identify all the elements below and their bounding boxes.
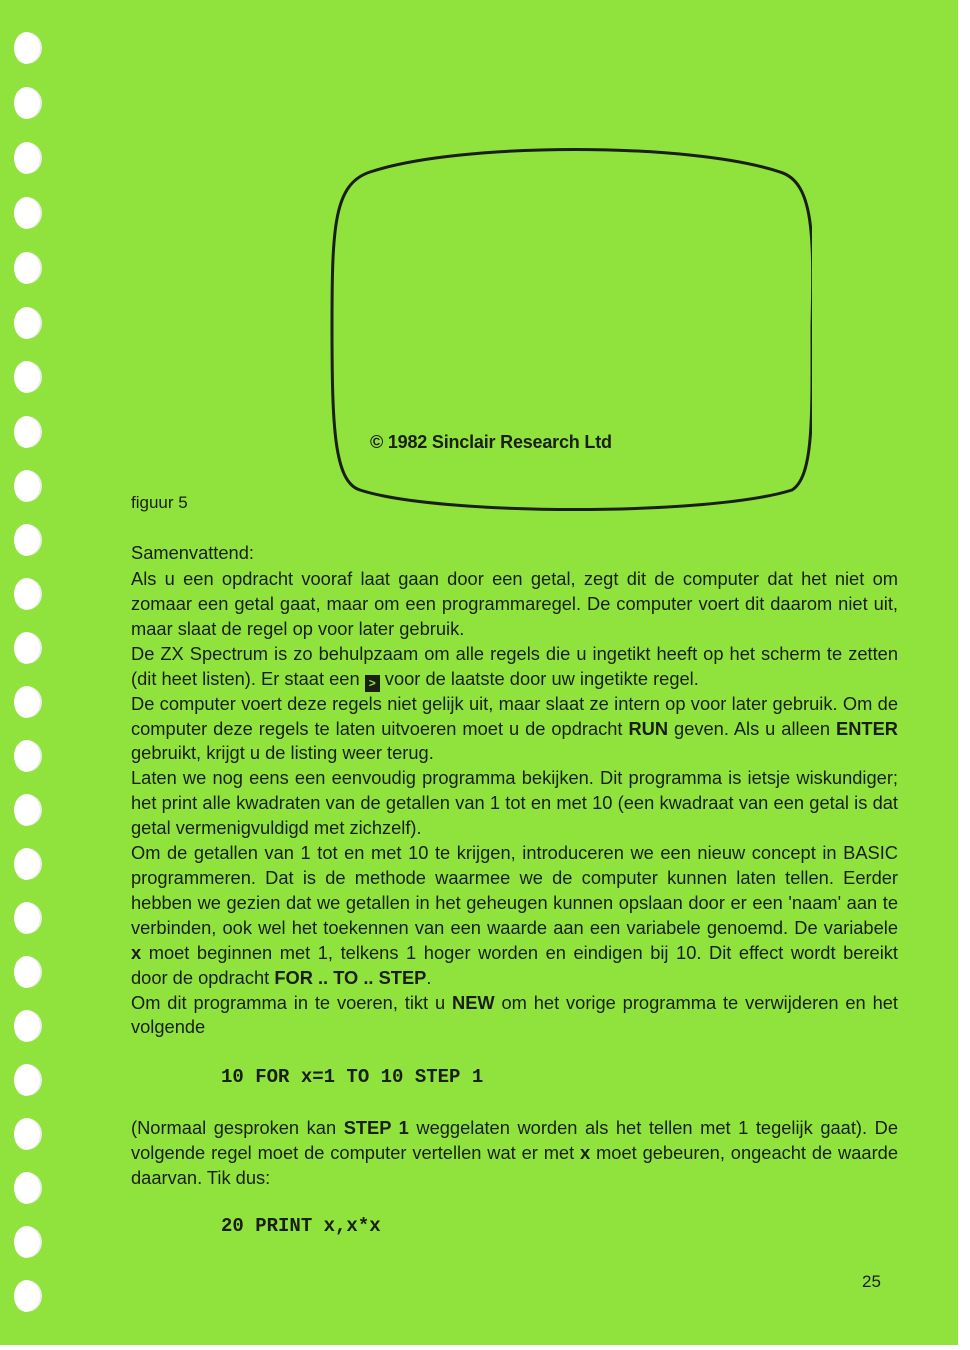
text-run: moet beginnen met 1, telkens 1 hoger worden en eindigen bij 10. Dit effect wordt bereikt door de opdracht: [131, 941, 898, 988]
binding-hole: [14, 307, 42, 339]
binding-hole: [14, 794, 42, 826]
tv-screen-illustration: [330, 146, 812, 512]
text-run: (Normaal gesproken kan: [131, 1117, 344, 1138]
text-run: moet gebeuren, ongeacht de waarde daarvan. Tik dus:: [131, 1141, 899, 1188]
code-line-1: 10 FOR x=1 TO 10 STEP 1: [221, 1066, 484, 1088]
keyword-x: x: [131, 941, 142, 963]
binding-hole: [14, 1280, 42, 1312]
binding-hole: [14, 361, 42, 393]
text-run: Om dit programma in te voeren, tikt u: [131, 991, 452, 1013]
section-heading: Samenvattend:: [131, 542, 254, 563]
tv-screen-outline: [330, 146, 812, 512]
keyword-step: STEP 1: [343, 1117, 409, 1138]
text-run: voor de laatste door uw ingetikte regel.: [379, 667, 699, 689]
keyword-new: NEW: [452, 991, 495, 1013]
binding-hole: [14, 686, 42, 718]
paragraph: [131, 841, 898, 990]
keyword-run: RUN: [628, 717, 669, 739]
text-run: .: [426, 966, 432, 988]
paragraph: Als u een opdracht vooraf laat gaan door een getal, zegt dit de computer dat het niet om zomaar een getal gaat, maar om een programmaregel. De computer voert dit daarom niet uit, maar slaat de regel op voor later gebruik.: [131, 568, 898, 639]
text-run: gebruikt, krijgt u de listing weer terug.: [131, 742, 434, 764]
figure-caption: figuur 5: [131, 493, 188, 512]
binding-hole: [14, 578, 42, 610]
keyword-enter: ENTER: [836, 717, 898, 739]
binding-hole: [14, 740, 42, 772]
binding-hole: [14, 956, 42, 988]
binding-hole: [14, 902, 42, 934]
binding-hole: [14, 470, 42, 502]
body-text-block-2: [131, 1116, 898, 1191]
page-edge-right: [958, 0, 970, 1350]
binding-hole: [14, 1118, 42, 1150]
paragraph: Laten we nog eens een eenvoudig programma bekijken. Dit programma is ietsje wiskundiger; het print alle kwadraten van de getallen van 1 tot en met 10 (een kwadraat van een getal is dat getal vermenigvuldigd met zichzelf).: [131, 767, 898, 839]
binding-hole: [14, 1226, 42, 1258]
binding-hole: [14, 1064, 42, 1096]
binding-hole: [14, 142, 42, 174]
text-run: De computer voert deze regels niet gelijk uit, maar slaat ze intern op voor later gebruik. Om de computer deze regels te laten uitvoeren moet u de opdracht: [131, 692, 898, 739]
binding-hole: [14, 1172, 42, 1204]
binding-hole: [14, 632, 42, 664]
text-run: De ZX Spectrum is zo behulpzaam om alle regels die u ingetikt heeft op het scherm te zetten (dit heet listen). Er staat een: [131, 642, 898, 689]
paragraph: [131, 1116, 898, 1191]
body-text-block-1: [131, 567, 898, 1040]
binding-hole: [14, 524, 42, 556]
page-edge-bottom: [0, 1345, 970, 1350]
text-run: geven. Als u alleen: [668, 717, 837, 739]
paragraph: [131, 692, 898, 767]
binding-hole: [14, 197, 42, 229]
paragraph: [131, 642, 898, 692]
binding-hole: [14, 32, 42, 64]
keyword-for-to-step: FOR .. TO .. STEP: [274, 966, 427, 988]
code-line-2: 20 PRINT x,x*x: [221, 1215, 381, 1237]
copyright-notice: © 1982 Sinclair Research Ltd: [370, 432, 612, 452]
binding-hole: [14, 87, 42, 119]
text-run: Om de getallen van 1 tot en met 10 te krijgen, introduceren we een nieuw concept in BASIC programmeren. Dat is de methode waarmee we de computer kunnen laten tellen. Eerder hebben we gezien dat we getallen in het geheugen kunnen opslaan door er een 'naam' aan te verbinden, ook wel het toekennen van een waarde aan een variabele genoemd. De variabele: [131, 842, 898, 938]
keyword-x: x: [580, 1141, 591, 1163]
binding-hole: [14, 848, 42, 880]
text-run: om het vorige programma te verwijderen en het volgende: [131, 991, 898, 1038]
text-run: weggelaten worden als het tellen met 1 tegelijk gaat). De volgende regel moet de computer vertellen wat er met: [131, 1117, 898, 1163]
binding-hole: [14, 1010, 42, 1042]
page-number: 25: [862, 1272, 881, 1291]
binding-hole: [14, 416, 42, 448]
binding-hole: [14, 252, 42, 284]
cursor-glyph-icon: >: [365, 675, 380, 692]
paragraph: [131, 991, 898, 1041]
